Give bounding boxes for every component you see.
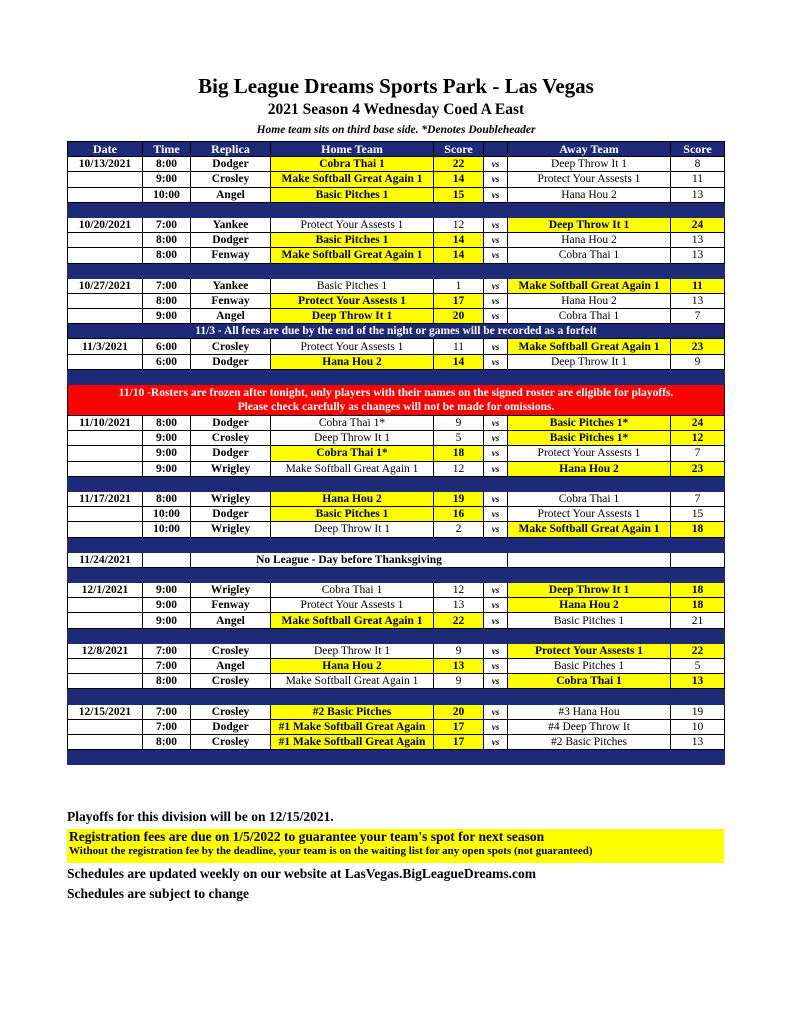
- date-cell: [68, 172, 143, 187]
- table-header-row: [68, 142, 725, 157]
- separator-cell: [68, 689, 725, 704]
- game-row: [68, 659, 725, 674]
- date-cell: 12/15/2021: [68, 704, 143, 719]
- time-cell: 9:00: [143, 446, 191, 461]
- game-row: [68, 522, 725, 537]
- time-cell: 9:00: [143, 431, 191, 446]
- date-cell: [68, 659, 143, 674]
- away-team-cell: #3 Hana Hou: [508, 704, 671, 719]
- home-score-cell: 13: [434, 659, 484, 674]
- home-team-cell: Make Softball Great Again 1: [271, 172, 434, 187]
- game-row: [68, 719, 725, 734]
- separator-row: [68, 628, 725, 643]
- replica-cell: Angel: [191, 187, 271, 202]
- away-score-cell: 5: [671, 659, 725, 674]
- away-score-cell: 18: [671, 522, 725, 537]
- game-row: [68, 674, 725, 689]
- time-cell: 8:00: [143, 674, 191, 689]
- empty-cell: [143, 552, 191, 567]
- game-row: [68, 187, 725, 202]
- game-row: [68, 431, 725, 446]
- away-team-cell: #2 Basic Pitches: [508, 734, 671, 749]
- away-score-cell: 13: [671, 674, 725, 689]
- home-score-cell: 20: [434, 704, 484, 719]
- home-score-cell: 9: [434, 643, 484, 658]
- away-score-cell: 9: [671, 354, 725, 369]
- away-team-cell: Make Softball Great Again 1: [508, 339, 671, 354]
- replica-cell: Angel: [191, 309, 271, 324]
- away-team-cell: Hana Hou 2: [508, 187, 671, 202]
- replica-cell: Wrigley: [191, 583, 271, 598]
- replica-cell: Yankee: [191, 278, 271, 293]
- vs-cell: vs: [484, 507, 508, 522]
- away-team-cell: Hana Hou 2: [508, 461, 671, 476]
- date-cell: 11/10/2021: [68, 416, 143, 431]
- date-cell: 10/13/2021: [68, 157, 143, 172]
- replica-cell: Dodger: [191, 157, 271, 172]
- vs-cell: vs: [484, 613, 508, 628]
- home-team-cell: Basic Pitches 1: [271, 187, 434, 202]
- game-row: [68, 507, 725, 522]
- home-team-cell: Deep Throw It 1: [271, 431, 434, 446]
- replica-cell: Crosley: [191, 704, 271, 719]
- replica-cell: Dodger: [191, 233, 271, 248]
- date-cell: 10/27/2021: [68, 278, 143, 293]
- away-team-cell: Basic Pitches 1*: [508, 416, 671, 431]
- game-row: [68, 583, 725, 598]
- date-cell: 11/24/2021: [68, 552, 143, 567]
- home-score-cell: 14: [434, 354, 484, 369]
- away-score-cell: 13: [671, 233, 725, 248]
- col-header-away-team: Away Team: [508, 142, 671, 157]
- away-score-cell: 8: [671, 157, 725, 172]
- replica-cell: Crosley: [191, 643, 271, 658]
- vs-cell: vs: [484, 248, 508, 263]
- game-row: [68, 613, 725, 628]
- home-score-cell: 13: [434, 598, 484, 613]
- vs-cell: vs: [484, 491, 508, 506]
- time-cell: 7:00: [143, 659, 191, 674]
- separator-cell: [68, 628, 725, 643]
- vs-cell: vs: [484, 734, 508, 749]
- home-score-cell: 17: [434, 293, 484, 308]
- home-score-cell: 20: [434, 309, 484, 324]
- away-score-cell: 12: [671, 431, 725, 446]
- date-cell: [68, 446, 143, 461]
- vs-cell: vs: [484, 598, 508, 613]
- home-score-cell: 1: [434, 278, 484, 293]
- vs-cell: vs: [484, 446, 508, 461]
- date-cell: [68, 598, 143, 613]
- away-team-cell: Deep Throw It 1: [508, 583, 671, 598]
- home-score-cell: 5: [434, 431, 484, 446]
- separator-row: [68, 750, 725, 765]
- home-team-cell: Protect Your Assests 1: [271, 598, 434, 613]
- home-score-cell: 9: [434, 416, 484, 431]
- header-note: Home team sits on third base side. *Denotes Doubleheader: [256, 124, 536, 136]
- separator-row: [68, 202, 725, 217]
- replica-cell: Dodger: [191, 719, 271, 734]
- separator-cell: [68, 537, 725, 552]
- away-score-cell: 11: [671, 172, 725, 187]
- away-team-cell: Hana Hou 2: [508, 598, 671, 613]
- away-team-cell: #4 Deep Throw It: [508, 719, 671, 734]
- home-score-cell: 12: [434, 217, 484, 232]
- home-team-cell: Make Softball Great Again 1: [271, 674, 434, 689]
- time-cell: 9:00: [143, 172, 191, 187]
- home-team-cell: Basic Pitches 1: [271, 233, 434, 248]
- game-row: [68, 643, 725, 658]
- away-score-cell: 18: [671, 583, 725, 598]
- alert-line-1: 11/10 -Rosters are frozen after tonight, only players with their names on the signed roster are eligible for playoffs.: [118, 387, 674, 399]
- vs-cell: vs: [484, 278, 508, 293]
- separator-row: [68, 263, 725, 278]
- time-cell: 7:00: [143, 719, 191, 734]
- vs-cell: vs: [484, 157, 508, 172]
- home-team-cell: #1 Make Softball Great Again: [271, 734, 434, 749]
- home-score-cell: 9: [434, 674, 484, 689]
- home-team-cell: Cobra Thai 1*: [271, 446, 434, 461]
- home-team-cell: Basic Pitches 1: [271, 278, 434, 293]
- home-score-cell: 14: [434, 172, 484, 187]
- replica-cell: Crosley: [191, 674, 271, 689]
- vs-cell: vs: [484, 217, 508, 232]
- separator-cell: [68, 369, 725, 384]
- date-cell: [68, 674, 143, 689]
- away-team-cell: Protect Your Assests 1: [508, 446, 671, 461]
- vs-cell: vs: [484, 187, 508, 202]
- vs-cell: vs: [484, 416, 508, 431]
- subject-note: Schedules are subject to change: [67, 886, 249, 901]
- away-team-cell: Hana Hou 2: [508, 233, 671, 248]
- col-header-away-score: Score: [671, 142, 725, 157]
- time-cell: 8:00: [143, 416, 191, 431]
- home-score-cell: 17: [434, 734, 484, 749]
- home-score-cell: 15: [434, 187, 484, 202]
- time-cell: 6:00: [143, 354, 191, 369]
- date-cell: [68, 233, 143, 248]
- game-row: [68, 416, 725, 431]
- date-cell: 12/8/2021: [68, 643, 143, 658]
- replica-cell: Wrigley: [191, 522, 271, 537]
- home-team-cell: Make Softball Great Again 1: [271, 248, 434, 263]
- replica-cell: Fenway: [191, 293, 271, 308]
- home-team-cell: Hana Hou 2: [271, 659, 434, 674]
- date-cell: [68, 461, 143, 476]
- replica-cell: Wrigley: [191, 491, 271, 506]
- replica-cell: Fenway: [191, 598, 271, 613]
- away-score-cell: 24: [671, 217, 725, 232]
- alert-line-2: Please check carefully as changes will not be made for omissions.: [237, 401, 555, 413]
- col-header-replica: Replica: [191, 142, 271, 157]
- home-score-cell: 19: [434, 491, 484, 506]
- time-cell: 8:00: [143, 491, 191, 506]
- date-cell: [68, 613, 143, 628]
- home-score-cell: 16: [434, 507, 484, 522]
- home-score-cell: 18: [434, 446, 484, 461]
- vs-cell: vs: [484, 233, 508, 248]
- home-team-cell: Basic Pitches 1: [271, 507, 434, 522]
- game-row: [68, 598, 725, 613]
- vs-cell: vs: [484, 704, 508, 719]
- home-team-cell: Protect Your Assests 1: [271, 217, 434, 232]
- date-cell: 11/3/2021: [68, 339, 143, 354]
- vs-cell: vs: [484, 431, 508, 446]
- away-score-cell: 7: [671, 309, 725, 324]
- game-row: [68, 157, 725, 172]
- separator-cell: [68, 567, 725, 582]
- game-row: [68, 233, 725, 248]
- replica-cell: Angel: [191, 613, 271, 628]
- away-score-cell: 18: [671, 598, 725, 613]
- away-team-cell: Basic Pitches 1: [508, 613, 671, 628]
- replica-cell: Crosley: [191, 431, 271, 446]
- home-team-cell: #1 Make Softball Great Again: [271, 719, 434, 734]
- time-cell: 10:00: [143, 507, 191, 522]
- notice-text: 11/3 - All fees are due by the end of the night or games will be recorded as a forfeit: [68, 324, 725, 339]
- home-team-cell: Deep Throw It 1: [271, 643, 434, 658]
- home-team-cell: Make Softball Great Again 1: [271, 613, 434, 628]
- home-score-cell: 12: [434, 583, 484, 598]
- home-team-cell: Hana Hou 2: [271, 491, 434, 506]
- vs-cell: vs: [484, 172, 508, 187]
- time-cell: 9:00: [143, 583, 191, 598]
- replica-cell: Dodger: [191, 354, 271, 369]
- notice-row: [68, 324, 725, 339]
- empty-cell: [671, 552, 725, 567]
- game-row: [68, 248, 725, 263]
- away-score-cell: 19: [671, 704, 725, 719]
- away-team-cell: Make Softball Great Again 1: [508, 278, 671, 293]
- time-cell: 9:00: [143, 598, 191, 613]
- col-header-time: Time: [143, 142, 191, 157]
- away-score-cell: 11: [671, 278, 725, 293]
- replica-cell: Crosley: [191, 339, 271, 354]
- away-team-cell: Deep Throw It 1: [508, 157, 671, 172]
- away-score-cell: 24: [671, 416, 725, 431]
- vs-cell: vs: [484, 461, 508, 476]
- home-team-cell: Deep Throw It 1: [271, 309, 434, 324]
- schedule-table: [67, 141, 725, 765]
- game-row: [68, 278, 725, 293]
- home-score-cell: 22: [434, 613, 484, 628]
- home-score-cell: 22: [434, 157, 484, 172]
- home-team-cell: Cobra Thai 1: [271, 157, 434, 172]
- time-cell: 10:00: [143, 187, 191, 202]
- away-team-cell: Protect Your Assests 1: [508, 507, 671, 522]
- game-row: [68, 446, 725, 461]
- replica-cell: Dodger: [191, 416, 271, 431]
- game-row: [68, 354, 725, 369]
- vs-cell: vs: [484, 354, 508, 369]
- time-cell: 8:00: [143, 248, 191, 263]
- date-cell: [68, 187, 143, 202]
- date-cell: [68, 507, 143, 522]
- home-team-cell: Cobra Thai 1*: [271, 416, 434, 431]
- separator-cell: [68, 202, 725, 217]
- col-header-home-score: Score: [434, 142, 484, 157]
- time-cell: 9:00: [143, 309, 191, 324]
- separator-cell: [68, 263, 725, 278]
- away-team-cell: Cobra Thai 1: [508, 309, 671, 324]
- time-cell: 9:00: [143, 461, 191, 476]
- home-team-cell: #2 Basic Pitches: [271, 704, 434, 719]
- separator-row: [68, 476, 725, 491]
- date-cell: [68, 719, 143, 734]
- registration-note: Without the registration fee by the deadline, your team is on the waiting list for any open spots (not guaranteed): [69, 845, 593, 857]
- away-team-cell: Cobra Thai 1: [508, 674, 671, 689]
- away-team-cell: Protect Your Assests 1: [508, 643, 671, 658]
- vs-cell: vs: [484, 309, 508, 324]
- away-team-cell: Make Softball Great Again 1: [508, 522, 671, 537]
- date-cell: 11/17/2021: [68, 491, 143, 506]
- home-score-cell: 12: [434, 461, 484, 476]
- away-team-cell: Cobra Thai 1: [508, 248, 671, 263]
- empty-cell: [508, 552, 671, 567]
- registration-text: Registration fees are due on 1/5/2022 to guarantee your team's spot for next season: [69, 829, 545, 844]
- page-title: Big League Dreams Sports Park - Las Vegas: [198, 74, 594, 98]
- away-score-cell: 22: [671, 643, 725, 658]
- away-team-cell: Hana Hou 2: [508, 293, 671, 308]
- home-score-cell: 17: [434, 719, 484, 734]
- time-cell: 9:00: [143, 613, 191, 628]
- home-score-cell: 11: [434, 339, 484, 354]
- registration-box: [67, 829, 724, 863]
- vs-cell: vs: [484, 674, 508, 689]
- no-game-row: [68, 552, 725, 567]
- game-row: [68, 704, 725, 719]
- vs-cell: vs: [484, 522, 508, 537]
- time-cell: 7:00: [143, 643, 191, 658]
- away-team-cell: Deep Throw It 1: [508, 354, 671, 369]
- time-cell: 10:00: [143, 522, 191, 537]
- away-score-cell: 7: [671, 446, 725, 461]
- game-row: [68, 734, 725, 749]
- time-cell: 8:00: [143, 233, 191, 248]
- vs-cell: vs: [484, 643, 508, 658]
- date-cell: [68, 293, 143, 308]
- vs-cell: vs: [484, 293, 508, 308]
- home-team-cell: Make Softball Great Again 1: [271, 461, 434, 476]
- home-score-cell: 2: [434, 522, 484, 537]
- time-cell: 7:00: [143, 704, 191, 719]
- away-team-cell: Basic Pitches 1: [508, 659, 671, 674]
- website-note: Schedules are updated weekly on our website at LasVegas.BigLeagueDreams.com: [67, 866, 537, 881]
- game-row: [68, 461, 725, 476]
- separator-row: [68, 689, 725, 704]
- away-score-cell: 23: [671, 461, 725, 476]
- separator-cell: [68, 476, 725, 491]
- date-cell: [68, 248, 143, 263]
- date-cell: 10/20/2021: [68, 217, 143, 232]
- home-team-cell: Protect Your Assests 1: [271, 293, 434, 308]
- game-row: [68, 491, 725, 506]
- vs-cell: vs: [484, 583, 508, 598]
- home-score-cell: 14: [434, 233, 484, 248]
- vs-cell: vs: [484, 659, 508, 674]
- time-cell: 7:00: [143, 217, 191, 232]
- time-cell: 8:00: [143, 293, 191, 308]
- home-score-cell: 14: [434, 248, 484, 263]
- home-team-cell: Hana Hou 2: [271, 354, 434, 369]
- replica-cell: Yankee: [191, 217, 271, 232]
- separator-row: [68, 369, 725, 384]
- away-score-cell: 21: [671, 613, 725, 628]
- date-cell: [68, 309, 143, 324]
- alert-row: [68, 385, 725, 416]
- date-cell: [68, 734, 143, 749]
- replica-cell: Angel: [191, 659, 271, 674]
- away-score-cell: 23: [671, 339, 725, 354]
- playoffs-note: Playoffs for this division will be on 12/15/2021.: [67, 809, 334, 824]
- away-score-cell: 13: [671, 248, 725, 263]
- home-team-cell: Deep Throw It 1: [271, 522, 434, 537]
- separator-cell: [68, 750, 725, 765]
- away-score-cell: 13: [671, 187, 725, 202]
- time-cell: 6:00: [143, 339, 191, 354]
- away-score-cell: 15: [671, 507, 725, 522]
- replica-cell: Dodger: [191, 507, 271, 522]
- replica-cell: Crosley: [191, 734, 271, 749]
- away-team-cell: Cobra Thai 1: [508, 491, 671, 506]
- col-header-vs: [484, 142, 508, 157]
- time-cell: 7:00: [143, 278, 191, 293]
- home-team-cell: Protect Your Assests 1: [271, 339, 434, 354]
- replica-cell: Crosley: [191, 172, 271, 187]
- replica-cell: Fenway: [191, 248, 271, 263]
- separator-row: [68, 567, 725, 582]
- away-score-cell: 7: [671, 491, 725, 506]
- time-cell: 8:00: [143, 157, 191, 172]
- away-score-cell: 10: [671, 719, 725, 734]
- away-score-cell: 13: [671, 734, 725, 749]
- away-score-cell: 13: [671, 293, 725, 308]
- date-cell: [68, 431, 143, 446]
- away-team-cell: Protect Your Assests 1: [508, 172, 671, 187]
- away-team-cell: Basic Pitches 1*: [508, 431, 671, 446]
- replica-cell: Dodger: [191, 446, 271, 461]
- schedule-body: [68, 157, 725, 765]
- game-row: [68, 217, 725, 232]
- date-cell: [68, 354, 143, 369]
- page-subtitle: 2021 Season 4 Wednesday Coed A East: [267, 101, 525, 118]
- date-cell: [68, 522, 143, 537]
- alert-cell: [68, 385, 725, 416]
- vs-cell: vs: [484, 719, 508, 734]
- vs-cell: vs: [484, 339, 508, 354]
- col-header-home-team: Home Team: [271, 142, 434, 157]
- away-team-cell: Deep Throw It 1: [508, 217, 671, 232]
- replica-cell: Wrigley: [191, 461, 271, 476]
- game-row: [68, 309, 725, 324]
- game-row: [68, 293, 725, 308]
- date-cell: 12/1/2021: [68, 583, 143, 598]
- game-row: [68, 339, 725, 354]
- game-row: [68, 172, 725, 187]
- no-league-text: No League - Day before Thanksgiving: [191, 552, 508, 567]
- home-team-cell: Cobra Thai 1: [271, 583, 434, 598]
- separator-row: [68, 537, 725, 552]
- time-cell: 8:00: [143, 734, 191, 749]
- col-header-date: Date: [68, 142, 143, 157]
